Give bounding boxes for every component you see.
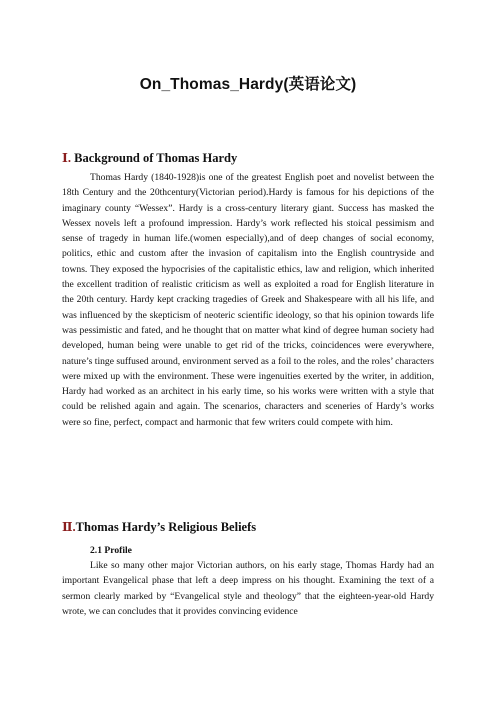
section-2-heading-text: Thomas Hardy’s Religious Beliefs (75, 520, 257, 534)
section-1-heading-text: Background of Thomas Hardy (74, 151, 238, 165)
subsection-2-1-heading: 2.1 Profile (90, 545, 132, 556)
section-2-numeral: Ⅱ. (62, 520, 76, 534)
section-1-heading (62, 150, 237, 166)
section-1-paragraph: Thomas Hardy (1840-1928)is one of the greatest English poet and novelist between the 18th Century and the 20thcentury(Victorian period).Hardy is famous for his depictions of the imaginary county “Wessex”. Hardy is a cross-century literary giant. Success has masked the Wessex novels left a profound impression. Hardy’s work reflected his stoical pessimism and sense of tragedy in human life.(women especially),and of deep changes of social economy, politics, ethic and custom after the invasion of capitalism into the English countryside and towns. They exposed the hypocrisies of the capitalistic ethics, law and religion, which inherited the excellent tradition of realistic criticism as well as exploited a road for English literature in the 20th century. Hardy kept cracking tragedies of Greek and Shakespeare with all his life, and was influenced by the skepticism of neoteric scientific ideology, so that his opinion towards life was pessimistic and fated, and he thought that on matter what kind of degree human society had developed, human being were unable to get rid of the tricks, coincidences were everywhere, nature’s tinge suffused around, environment served as a foil to the roles, and the roles’ characters were mixed up with the environment. These were ingenuities exerted by the writer, in addition, Hardy had worked as an architect in his early time, so his works were written with a style that could be relished again and again. The scenarios, characters and sceneries of Hardy’s works were so fine, perfect, compact and harmonic that few writers could compete with him. (62, 172, 434, 428)
section-2-paragraph: Like so many other major Victorian authors, on his early stage, Thomas Hardy had an important Evangelical phase that left a deep impress on his thought. Examining the text of a sermon clearly marked by “Evangelical style and theology” that the eighteen-year-old Hardy wrote, we can concludes that it provides convincing evidence (62, 560, 434, 617)
document-title: On_Thomas_Hardy(英语论文) (139, 76, 357, 93)
section-1-numeral: Ⅰ. (62, 151, 75, 165)
section-2-heading (62, 519, 256, 535)
